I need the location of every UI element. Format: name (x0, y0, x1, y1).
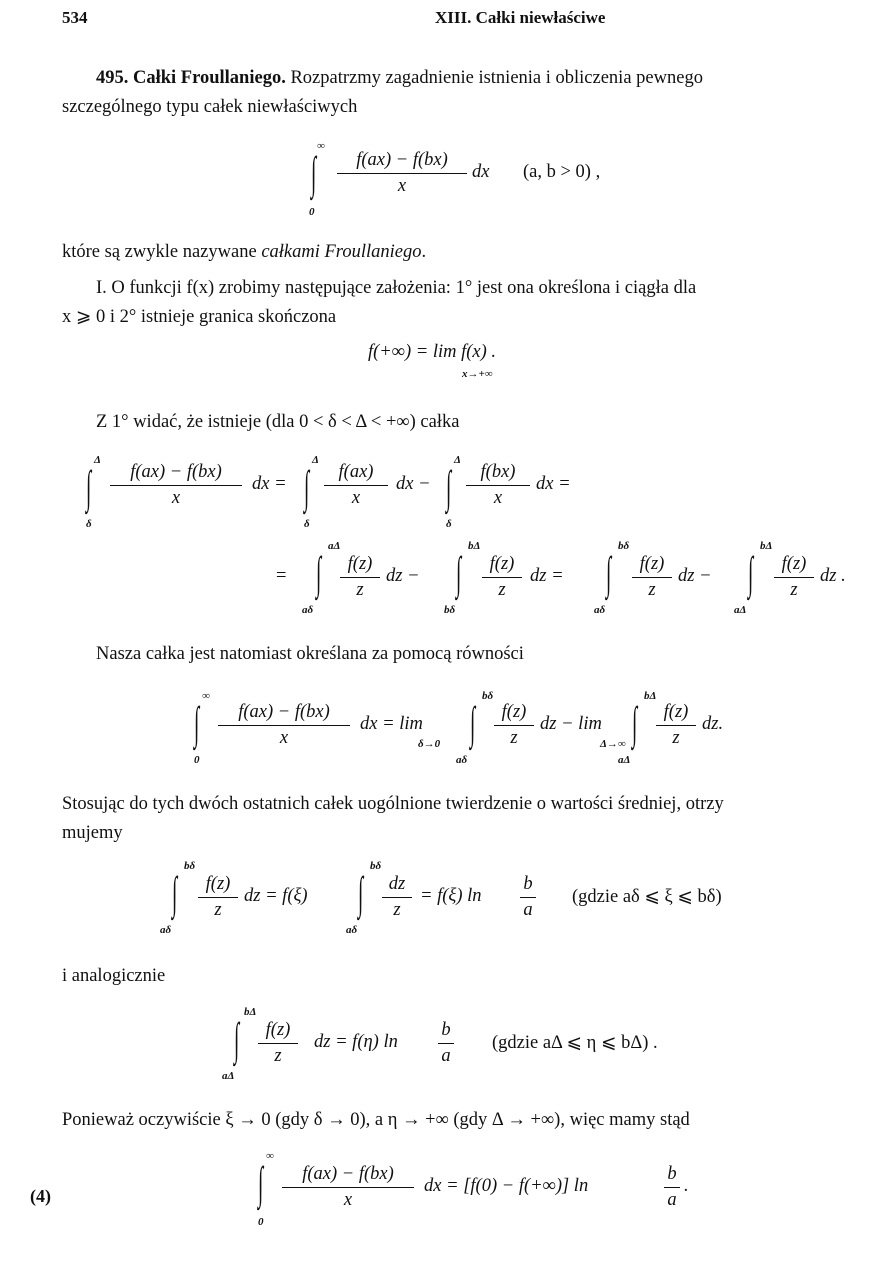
fraction (218, 702, 350, 749)
equation-froullani-result (252, 1150, 712, 1240)
upper-limit: bδ (482, 690, 494, 702)
fraction (258, 1020, 298, 1067)
equals-sign: = (276, 566, 287, 586)
lim-subscript: δ→0 (418, 738, 441, 750)
integral-sign: ∫ (234, 1015, 240, 1066)
integral-sign: ∫ (258, 1159, 264, 1210)
dz-minus: dz − (678, 566, 712, 586)
denominator: z (648, 580, 656, 600)
numerator: f(ax) − f(bx) (282, 1164, 414, 1188)
lower-limit: aδ (346, 924, 358, 936)
integral-sign: ∫ (86, 463, 92, 514)
intro-line2: szczególnego typu całek niewłaściwych (62, 97, 358, 117)
condition: (a, b > 0) , (523, 162, 601, 182)
fraction (282, 1164, 414, 1211)
lower-limit: aδ (160, 924, 172, 936)
paragraph-mean-value (62, 790, 874, 848)
lower-limit: 0 (194, 754, 200, 766)
numerator: f(ax) − f(bx) (337, 150, 467, 174)
condition-xi: (gdzie aδ ⩽ ξ ⩽ bδ) (572, 887, 722, 907)
integral-sign: ∫ (358, 869, 364, 920)
numerator: f(z) (656, 702, 696, 726)
limit-subscript: x→+∞ (462, 368, 493, 380)
equation-split-integral (80, 454, 640, 534)
denominator: a (441, 1046, 451, 1066)
dz-dot: dz. (702, 714, 724, 734)
lower-limit: δ (446, 518, 452, 530)
integral-sign: ∫ (316, 549, 322, 600)
dz-minus-lim: dz − lim (540, 714, 602, 734)
numerator: b (520, 874, 536, 898)
result-rhs: dx = [f(0) − f(+∞)] ln (424, 1176, 589, 1196)
lower-limit: aΔ (618, 754, 631, 766)
condition-eta: (gdzie aΔ ⩽ η ⩽ bΔ) . (492, 1033, 658, 1053)
dz-dot: dz . (820, 566, 846, 586)
chapter-title: XIII. Całki niewłaściwe (435, 8, 606, 27)
integral-sign: ∫ (748, 549, 754, 600)
numerator: f(z) (494, 702, 534, 726)
denominator: z (510, 728, 518, 748)
mean-value-line2: mujemy (62, 823, 123, 843)
lim-subscript: Δ→∞ (600, 738, 626, 750)
denominator: a (667, 1190, 677, 1210)
integral-sign: ∫ (456, 549, 462, 600)
dx-equals: dx = (536, 474, 571, 494)
upper-limit: Δ (312, 454, 319, 466)
equation-substitution (276, 540, 876, 620)
equation-froullani-integral (305, 140, 645, 230)
equation-mean-value-delta (160, 860, 820, 940)
denominator: z (274, 1046, 282, 1066)
dx-minus: dx − (396, 474, 431, 494)
fraction (324, 462, 388, 509)
upper-limit: bΔ (760, 540, 773, 552)
dz-minus: dz − (386, 566, 420, 586)
numerator: dz (382, 874, 412, 898)
mean-value-line1: Stosując do tych dwóch ostatnich całek uogólnione twierdzenie o wartości średniej, otrzy (62, 794, 724, 814)
equation-number: (4) (30, 1186, 51, 1206)
fraction (774, 554, 814, 601)
dx-equals-lim: dx = lim (360, 714, 423, 734)
lower-limit: 0 (258, 1216, 264, 1228)
equation-limit (368, 342, 588, 386)
fraction (340, 554, 380, 601)
term-froullani-integrals: całkami Froullaniego (261, 242, 422, 262)
paragraph-froullani-name (62, 238, 874, 267)
denominator: z (498, 580, 506, 600)
lower-limit: aδ (302, 604, 314, 616)
fraction (632, 554, 672, 601)
fraction (466, 462, 530, 509)
numerator: f(ax) (324, 462, 388, 486)
numerator: f(ax) − f(bx) (110, 462, 242, 486)
integral-sign: ∫ (304, 463, 310, 514)
integral-sign: ∫ (446, 463, 452, 514)
differential: dx (472, 162, 490, 182)
upper-limit: bΔ (244, 1006, 257, 1018)
lower-limit: aδ (594, 604, 606, 616)
fraction (520, 874, 536, 921)
upper-limit: ∞ (266, 1150, 274, 1162)
integral-sign: ∫ (632, 699, 638, 750)
p2-end: . (421, 242, 427, 262)
upper-limit: bΔ (468, 540, 481, 552)
denominator: x (397, 176, 407, 196)
denominator: z (790, 580, 798, 600)
page-number: 534 (62, 8, 88, 27)
dx-equals: dx = (252, 474, 287, 494)
lower-limit: bδ (444, 604, 456, 616)
lower-limit: aΔ (734, 604, 747, 616)
equation-mean-value-Delta (222, 1006, 742, 1086)
numerator: f(z) (198, 874, 238, 898)
denominator: x (279, 728, 289, 748)
integral-sign: ∫ (311, 149, 317, 200)
fraction (198, 874, 238, 921)
limit-expression: f(+∞) = lim f(x) . (368, 342, 497, 362)
upper-limit: bδ (618, 540, 630, 552)
equals-f-xi: dz = f(ξ) (244, 886, 308, 906)
lower-limit: 0 (309, 206, 315, 218)
paragraph-intro (62, 64, 874, 122)
paragraph-conclusion: Ponieważ oczywiście ξ → 0 (gdy δ → 0), a η → +∞ (gdy Δ → +∞), więc mamy stąd (62, 1110, 690, 1130)
upper-limit: Δ (94, 454, 101, 466)
paragraph-assumptions (62, 274, 874, 332)
running-header (62, 8, 872, 34)
lower-limit: δ (86, 518, 92, 530)
upper-limit: bΔ (644, 690, 657, 702)
assumptions-line1: I. O funkcji f(x) zrobimy następujące założenia: 1° jest ona określona i ciągła dla (96, 278, 697, 298)
numerator: b (438, 1020, 454, 1044)
upper-limit: bδ (370, 860, 382, 872)
upper-limit: Δ (454, 454, 461, 466)
numerator: f(z) (774, 554, 814, 578)
numerator: f(z) (632, 554, 672, 578)
upper-limit: aΔ (328, 540, 341, 552)
denominator: x (493, 488, 503, 508)
equation-limit-definition (188, 690, 768, 770)
period: . (684, 1176, 689, 1196)
upper-limit: ∞ (317, 140, 325, 152)
paragraph-analogously: i analogicznie (62, 966, 166, 986)
numerator: f(z) (340, 554, 380, 578)
fraction (482, 554, 522, 601)
denominator: z (356, 580, 364, 600)
denominator: x (343, 1190, 353, 1210)
paragraph-existence: Z 1° widać, że istnieje (dla 0 < δ < Δ < +∞) całka (96, 412, 460, 432)
fraction (382, 874, 412, 921)
fraction (110, 462, 242, 509)
denominator: z (214, 900, 222, 920)
dz-equals: dz = (530, 566, 564, 586)
section-heading: 495. Całki Froullaniego. (96, 68, 286, 88)
paragraph-definition: Nasza całka jest natomiast określana za pomocą równości (96, 644, 524, 664)
assumptions-line2: x ⩾ 0 i 2° istnieje granica skończona (62, 307, 337, 327)
numerator: f(ax) − f(bx) (218, 702, 350, 726)
upper-limit: ∞ (202, 690, 210, 702)
integral-sign: ∫ (470, 699, 476, 750)
denominator: z (672, 728, 680, 748)
equals-f-eta-ln: dz = f(η) ln (314, 1032, 398, 1052)
numerator: f(z) (258, 1020, 298, 1044)
numerator: f(z) (482, 554, 522, 578)
integral-sign: ∫ (606, 549, 612, 600)
lower-limit: aΔ (222, 1070, 235, 1082)
lower-limit: δ (304, 518, 310, 530)
denominator: z (393, 900, 401, 920)
fraction (337, 150, 467, 197)
upper-limit: bδ (184, 860, 196, 872)
denominator: x (351, 488, 361, 508)
intro-line1: Rozpatrzmy zagadnienie istnienia i obliczenia pewnego (285, 68, 703, 88)
fraction (438, 1020, 454, 1067)
fraction (664, 1164, 680, 1211)
denominator: x (171, 488, 181, 508)
fraction (656, 702, 696, 749)
integral-sign: ∫ (172, 869, 178, 920)
denominator: a (523, 900, 533, 920)
numerator: f(bx) (466, 462, 530, 486)
integral-sign: ∫ (194, 699, 200, 750)
numerator: b (664, 1164, 680, 1188)
fraction (494, 702, 534, 749)
p2-start: które są zwykle nazywane (62, 242, 262, 262)
equals-f-xi-ln: = f(ξ) ln (420, 886, 482, 906)
lower-limit: aδ (456, 754, 468, 766)
